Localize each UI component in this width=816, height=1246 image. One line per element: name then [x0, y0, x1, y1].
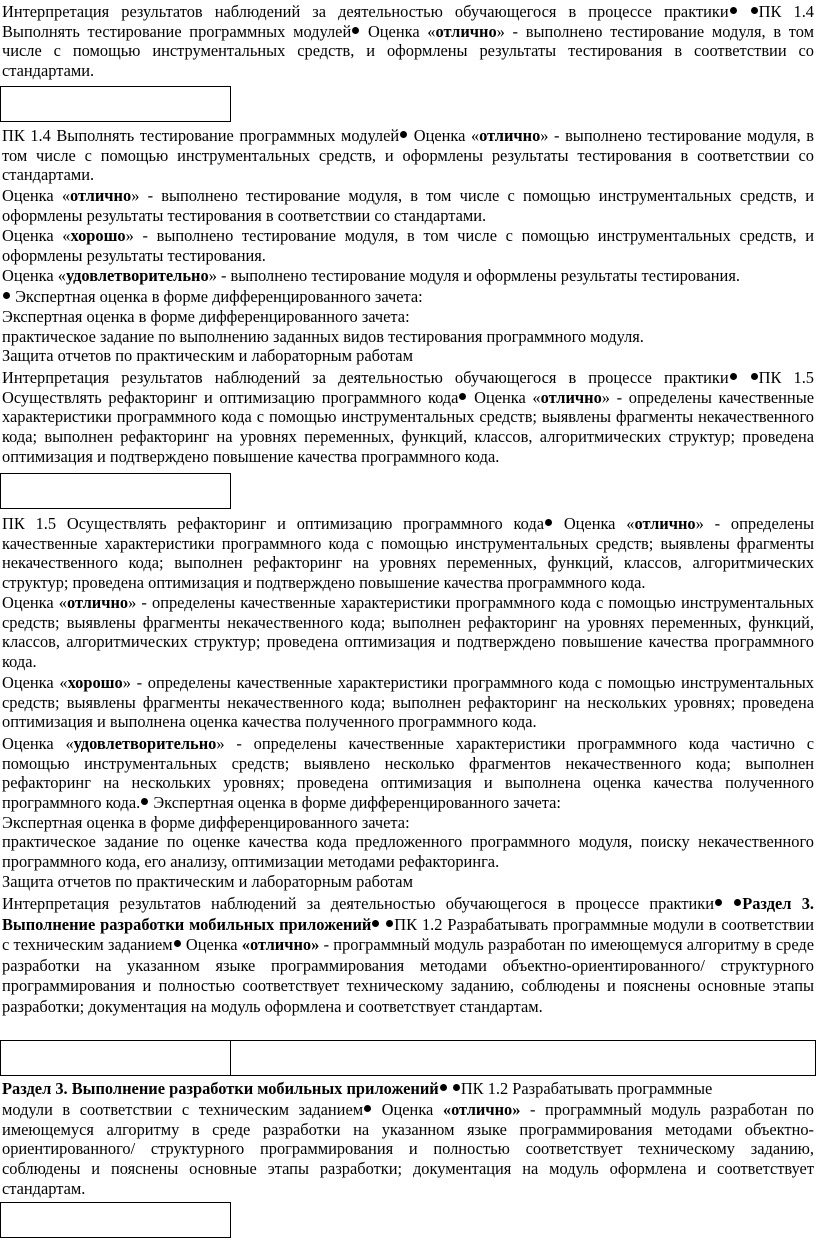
grade-excellent-paragraph: Оценка «отлично» - выполнено тестирование модуля, в том числе с помощью инструментальных средств, и оформлены результаты тестирования в соответствии со стандартами. — [2, 186, 814, 225]
expert-assessment-line: Экспертная оценка в форме дифференцированного зачета: — [2, 307, 410, 326]
table-cell-empty — [0, 1040, 231, 1076]
bullet-icon — [730, 7, 737, 14]
expert-assessment-bullet: Экспертная оценка в форме дифференцированного зачета: — [2, 287, 814, 307]
bullet-icon — [715, 899, 722, 906]
bullet-icon — [400, 131, 407, 138]
expert-assessment-line: Экспертная оценка в форме дифференцированного зачета: — [2, 813, 410, 832]
section3-heading-line: Раздел 3. Выполнение разработки мобильных приложений ПК 1.2 Разрабатывать программные — [2, 1079, 713, 1098]
table-cell-empty — [0, 473, 231, 509]
bullet-icon — [545, 519, 552, 526]
grade-satisfactory-paragraph: Оценка «удовлетворительно» - выполнено тестирование модуля и оформлены результаты тестирования. — [2, 266, 740, 285]
bullet-icon — [372, 920, 379, 927]
table-cell-empty — [0, 1202, 231, 1238]
bullet-icon — [141, 798, 148, 805]
bullet-icon — [751, 373, 758, 380]
bullet-icon — [459, 393, 466, 400]
pk14-criteria-paragraph: ПК 1.4 Выполнять тестирование программных модулей Оценка «отлично» - выполнено тестирование модуля, в том числе с помощью инструментальных средств, и оформлены результаты тестирования в соответствии со стандартами. — [2, 126, 814, 185]
bullet-icon — [751, 7, 758, 14]
grade-satisfactory-paragraph: Оценка «удовлетворительно» - определены качественные характеристики программного кода частично с помощью инструментальных средств; выявлено несколько фрагментов некачественного кода; выполнен рефакторинг на нескольких уровнях; проведена оптимизация и выполнена оценка качества полученного программного кода. Экспертная оценка в форме дифференцированного зачета: — [2, 734, 814, 813]
table-cell-empty — [0, 86, 231, 122]
practical-task-paragraph: практическое задание по оценке качества кода предложенного программного модуля, поиску некачественного программного кода, его анализу, оптимизации методами рефакторинга. — [2, 832, 814, 871]
interpretation-section3-paragraph: Интерпретация результатов наблюдений за деятельностью обучающегося в процессе практики Раздел 3. Выполнение разработки мобильных приложений ПК 1.2 Разрабатывать программные модули в соответствии с техническим заданием Оценка «отлично» - программный модуль разработан по имеющемуся алгоритму в среде разработки на указанном языке программирования методами объектно-ориентированного/ структурного программирования и полностью соответствует техническому заданию, соблюдены и пояснены основные этапы разработки; документация на модуль оформлена и соответствует стандартам. — [2, 894, 815, 1016]
bullet-icon — [352, 27, 359, 34]
bullet-icon — [3, 292, 10, 299]
reports-defense-line: Защита отчетов по практическим и лабораторным работам — [2, 346, 413, 365]
bullet-icon — [440, 1084, 447, 1091]
grade-good-paragraph: Оценка «хорошо» - определены качественные характеристики программного кода с помощью инструментальных средств; выявлены фрагменты некачественного кода; выполнен рефакторинг на нескольких уровнях; проведена оптимизация и выполнена оценка качества полученного программного кода. — [2, 673, 814, 732]
table-cell-empty — [230, 1040, 816, 1076]
bullet-icon — [364, 1105, 371, 1112]
bullet-icon — [734, 899, 741, 906]
interpretation-pk14-paragraph: Интерпретация результатов наблюдений за деятельностью обучающегося в процессе практики ПК 1.4 Выполнять тестирование программных модулей Оценка «отлично» - выполнено тестирование модуля, в том числе с помощью инструментальных средств, и оформлены результаты тестирования в соответствии со стандартами. — [2, 2, 814, 81]
practical-task-line: практическое задание по выполнению заданных видов тестирования программного модуля. — [2, 327, 644, 346]
bullet-icon — [453, 1084, 460, 1091]
grade-good-paragraph: Оценка «хорошо» - выполнено тестирование модуля, в том числе с помощью инструментальных средств, и оформлены результаты тестирования. — [2, 226, 814, 265]
pk15-criteria-paragraph: ПК 1.5 Осуществлять рефакторинг и оптимизацию программного кода Оценка «отлично» - определены качественные характеристики программного кода с помощью инструментальных средств; выявлены фрагменты некачественного кода; выполнен рефакторинг на уровнях переменных, функций, классов, алгоритмических структур; проведена оптимизация и подтверждено повышение качества программного кода. — [2, 514, 814, 593]
pk12-criteria-paragraph: модули в соответствии с техническим заданием Оценка «отлично» - программный модуль разработан по имеющемуся алгоритму в среде разработки на указанном языке программирования методами объектно-ориентированного/ структурного программирования и полностью соответствует техническому заданию, соблюдены и пояснены основные этапы разработки; документация на модуль оформлена и соответствует стандартам. — [2, 1100, 814, 1198]
bullet-icon — [386, 920, 393, 927]
bullet-icon — [730, 373, 737, 380]
grade-excellent-paragraph: Оценка «отлично» - определены качественные характеристики программного кода с помощью инструментальных средств; выявлены фрагменты некачественного кода; выполнен рефакторинг на уровнях переменных, функций, классов, алгоритмических структур; проведена оптимизация и подтверждено повышение качества программного кода. — [2, 593, 814, 672]
bullet-icon — [174, 940, 181, 947]
reports-defense-line: Защита отчетов по практическим и лабораторным работам — [2, 872, 413, 891]
interpretation-pk15-paragraph: Интерпретация результатов наблюдений за деятельностью обучающегося в процессе практики ПК 1.5 Осуществлять рефакторинг и оптимизацию программного кода Оценка «отлично» - определены качественные характеристики программного кода с помощью инструментальных средств; выявлены фрагменты некачественного кода; выполнен рефакторинг на уровнях переменных, функций, классов, алгоритмических структур; проведена оптимизация и подтверждено повышение качества программного кода. — [2, 368, 814, 466]
